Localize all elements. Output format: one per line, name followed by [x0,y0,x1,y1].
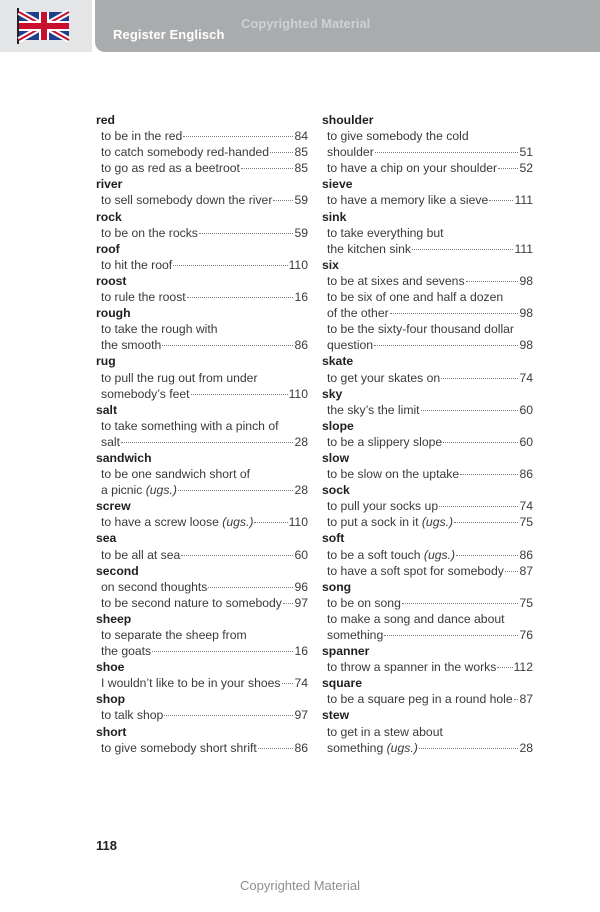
phrase-text [101,434,120,450]
phrase-text [327,659,496,675]
index-entry [322,353,533,385]
phrase-text [101,595,282,611]
page-ref: 60 [519,402,533,417]
headword: six [322,257,339,272]
index-entry [96,241,308,273]
dot-leader [270,152,293,153]
watermark-bottom: Copyrighted Material [240,878,360,893]
dot-leader [412,249,513,250]
index-entry [322,176,533,208]
phrase-text [327,691,513,707]
phrase-text [327,514,453,530]
phrase-text [101,386,190,402]
phrase-text: to be six of one and half a dozen [327,290,504,305]
dot-leader [273,200,293,201]
usage-label: (ugs.) [421,515,454,530]
headword: slope [322,418,354,433]
usage-label: (ugs.) [222,515,254,530]
phrase-line [96,160,308,176]
uk-flag-icon [14,8,72,44]
dot-leader [489,200,513,201]
phrase-line [322,498,533,514]
page-ref: 86 [294,740,308,755]
dot-leader [456,555,518,556]
flag-tab [0,0,92,52]
phrase-text [101,707,163,723]
phrase-text [327,547,455,563]
page-title: Register Englisch [113,27,225,42]
phrase-text [101,192,272,208]
page-ref: 96 [294,579,308,594]
usage-label: (ugs.) [386,740,418,755]
phrase-text-main: to sell somebody down the river [101,193,273,208]
phrase-line [96,579,308,595]
dot-leader [514,699,519,700]
phrase-text-main: to be slow on the uptake [327,467,460,482]
phrase-text: to separate the sheep from [101,628,247,642]
headword: sheep [96,611,132,626]
phrase-text-main: to be on song [327,595,401,610]
headword: square [322,676,362,691]
phrase-text [101,225,198,241]
phrase-text [327,192,488,208]
headword: short [96,724,127,739]
phrase-line [322,241,533,257]
dot-leader [466,281,519,282]
phrase-line [96,192,308,208]
phrase-line [322,370,533,386]
dot-leader [241,168,294,169]
phrase-text-main: to go as red as a beetroot [101,161,240,176]
headword: river [96,177,123,192]
index-column-right [322,112,533,756]
dot-leader [162,345,293,346]
dot-leader [191,394,288,395]
index-entry [322,209,533,257]
page-ref: 97 [294,595,308,610]
headword: sink [322,209,347,224]
page-ref: 75 [519,515,533,530]
phrase-text [327,305,389,321]
phrase-text-main: the sky’s the limit [327,402,420,417]
phrase-line [322,144,533,160]
index-entry [322,579,533,643]
index-entry [96,305,308,353]
page-ref: 85 [294,145,308,160]
phrase-text-main: something [327,628,384,642]
dot-leader [454,522,518,523]
headword: skate [322,354,354,369]
phrase-text [101,289,186,305]
index-entry [322,450,533,482]
dot-leader [374,345,518,346]
phrase-text-main: to be at sixes and sevens [327,273,465,288]
page-ref: 111 [514,193,533,208]
phrase-line [96,740,308,756]
phrase-text-main: to have a memory like a sieve [327,193,489,208]
phrase-text [101,514,253,530]
phrase-text [101,128,182,144]
phrase-text-main: the goats [101,644,152,659]
dot-leader [498,168,518,169]
headword: rug [96,354,116,369]
index-entry [96,450,308,498]
phrase-text [327,740,418,756]
phrase-line [96,547,308,563]
page-ref: 98 [519,338,533,353]
phrase-text-main: to be all at sea [101,547,181,562]
dot-leader [443,442,518,443]
phrase-line [96,675,308,691]
page-ref: 60 [294,547,308,562]
page-ref: 87 [519,563,533,578]
dot-leader [419,748,519,749]
phrase-line [322,595,533,611]
page-ref: 84 [294,129,308,144]
headword: roof [96,241,120,256]
phrase-text-main: to have a screw loose [101,515,219,530]
page-ref: 86 [294,338,308,353]
page-ref: 60 [519,434,533,449]
page-ref: 110 [288,257,308,272]
phrase-line [96,337,308,353]
dot-leader [505,571,519,572]
headword: red [96,113,115,127]
dot-leader [402,603,519,604]
phrase-text [101,579,207,595]
phrase-text [327,273,465,289]
headword: sea [96,531,117,546]
headword: stew [322,708,350,723]
phrase-text-main: to hit the roof [101,257,173,272]
index-entry [96,691,308,723]
phrase-text-main: to be on the rocks [101,225,198,240]
phrase-line [322,337,533,353]
phrase-text-main: of the other [327,306,389,321]
phrase-line [322,466,533,482]
phrase-text [101,144,269,160]
dot-leader [183,136,293,137]
page-ref: 28 [294,483,308,498]
headword: soft [322,531,345,546]
phrase-text-main: to talk shop [101,708,164,723]
phrase-line [322,160,533,176]
phrase-text: to take something with a pinch of [101,418,279,433]
index-entry [322,707,533,755]
phrase-text-main: the kitchen sink [327,241,412,256]
headword: sock [322,483,350,498]
phrase-text [101,482,177,498]
page-ref: 87 [519,692,533,707]
index-entry [96,273,308,305]
phrase-line [96,386,308,402]
phrase-line [322,627,533,643]
page-ref: 110 [288,386,308,401]
headword: shoe [96,660,125,675]
phrase-text-main: shoulder [327,145,374,160]
dot-leader [121,442,293,443]
phrase-text [327,337,373,353]
page-ref: 86 [519,467,533,482]
phrase-line [96,514,308,530]
phrase-line [96,289,308,305]
phrase-text-main: the smooth [101,338,162,353]
phrase-line [322,659,533,675]
index-entry [96,176,308,208]
phrase-line [322,434,533,450]
phrase-text [101,547,180,563]
index-entry [96,112,308,176]
index-entry [96,402,308,450]
headword: sandwich [96,450,152,465]
phrase-line [96,128,308,144]
page-ref: 111 [514,241,533,256]
phrase-text [327,434,442,450]
index-entry [322,482,533,530]
index-entry [322,386,533,418]
index-column-left [96,112,308,756]
phrase-text [327,466,459,482]
phrase-text: to pull the rug out from under [101,370,258,385]
dot-leader [187,297,294,298]
index-entry [96,611,308,659]
dot-leader [441,378,518,379]
phrase-line [96,434,308,450]
dot-leader [173,265,287,266]
page-ref: 98 [519,273,533,288]
index-entry [322,530,533,578]
dot-leader [421,410,519,411]
page-ref: 75 [519,595,533,610]
headword: sky [322,386,343,401]
headword: second [96,563,139,578]
headword: shop [96,692,126,707]
phrase-text [327,160,497,176]
page-ref: 74 [519,499,533,514]
page-ref: 110 [288,515,308,530]
phrase-line [96,643,308,659]
phrase-line [322,691,533,707]
phrase-line [96,707,308,723]
watermark-top: Copyrighted Material [241,16,371,31]
headword: shoulder [322,113,374,127]
phrase-line [96,225,308,241]
index-entry [96,530,308,562]
phrase-line [322,305,533,321]
phrase-text-main: to catch somebody red-handed [101,145,270,160]
headword: roost [96,273,127,288]
usage-label: (ugs.) [423,547,456,562]
phrase-text-main: to be second nature to somebody [101,595,282,610]
headword: screw [96,499,131,514]
dot-leader [208,587,293,588]
index-entry [96,724,308,756]
phrase-line [96,595,308,611]
dot-leader [282,683,294,684]
dot-leader [390,313,519,314]
phrase-line [322,547,533,563]
page-ref: 74 [294,676,308,691]
phrase-line [322,402,533,418]
page-number: 118 [96,838,117,853]
phrase-text-main: something [327,740,384,755]
dot-leader [199,233,294,234]
phrase-text [101,257,172,273]
phrase-text [327,627,383,643]
page-ref: 52 [519,161,533,176]
headword: rough [96,306,131,321]
phrase-line [322,563,533,579]
phrase-text [101,643,151,659]
index-entry [322,418,533,450]
phrase-text-main: to have a chip on your shoulder [327,161,498,176]
phrase-text-main: to be a soft touch [327,547,421,562]
phrase-text: to be the sixty-four thousand dollar [327,322,514,337]
phrase-line [96,482,308,498]
page-ref: 85 [294,161,308,176]
phrase-text [327,498,438,514]
headword: sieve [322,177,353,192]
phrase-text-main: to give somebody short shrift [101,740,257,755]
phrase-text-main: to pull your socks up [327,499,439,514]
index-entry [96,209,308,241]
page-ref: 74 [519,370,533,385]
phrase-text [101,740,257,756]
phrase-line [96,144,308,160]
phrase-line [322,740,533,756]
page-header [0,0,600,52]
dot-leader [375,152,519,153]
phrase-text: to get in a stew about [327,724,443,739]
dot-leader [497,667,512,668]
dot-leader [460,474,518,475]
page-ref: 59 [294,193,308,208]
phrase-line [322,273,533,289]
phrase-text-main: on second thoughts [101,579,208,594]
phrase-text-main: a picnic [101,483,143,498]
phrase-text [327,241,411,257]
phrase-text-main: salt [101,434,120,449]
phrase-text-main: question [327,338,374,353]
headword: song [322,579,352,594]
dot-leader [181,555,293,556]
index-entry [96,659,308,691]
index-entry [96,353,308,401]
headword: slow [322,450,350,465]
phrase-text-main: to be a square peg in a round hole [327,692,513,707]
page-ref: 98 [519,306,533,321]
dot-leader [178,490,294,491]
phrase-text-main: to be a slippery slope [327,434,443,449]
phrase-text [327,144,374,160]
page-ref: 51 [519,145,533,160]
dot-leader [152,651,293,652]
index-entry [96,498,308,530]
page-ref: 16 [294,290,308,305]
index-entry [322,112,533,176]
phrase-text-main: to throw a spanner in the works [327,660,497,675]
phrase-text-main: to rule the roost [101,290,186,305]
phrase-text-main: somebody’s feet [101,386,190,401]
dot-leader [439,506,518,507]
phrase-text [101,675,281,691]
headword: salt [96,402,118,417]
phrase-text-main: I wouldn’t like to be in your shoes [101,676,281,691]
dot-leader [384,635,518,636]
phrase-text [101,160,240,176]
phrase-text [101,337,161,353]
dot-leader [258,748,294,749]
headword: spanner [322,644,370,659]
phrase-text: to take everything but [327,225,444,240]
dot-leader [254,522,287,523]
phrase-text [327,595,401,611]
phrase-text-main: to be in the red [101,129,183,144]
page-ref: 59 [294,225,308,240]
phrase-text [327,563,504,579]
phrase-text-main: to have a soft spot for somebody [327,563,504,578]
dot-leader [283,603,294,604]
phrase-text [327,370,440,386]
phrase-line [96,257,308,273]
index-entry [96,563,308,611]
phrase-text: to take the rough with [101,322,218,337]
page-ref: 28 [294,434,308,449]
phrase-text-main: to put a sock in it [327,515,419,530]
phrase-text-main: to get your skates on [327,370,441,385]
phrase-text: to be one sandwich short of [101,467,251,482]
index-entry [322,643,533,675]
index-entry [322,257,533,354]
headword: rock [96,209,122,224]
index-entry [322,675,533,707]
phrase-text: to make a song and dance about [327,611,505,626]
page-ref: 97 [294,708,308,723]
page-ref: 86 [519,547,533,562]
phrase-line [322,192,533,208]
usage-label: (ugs.) [145,483,177,498]
page-ref: 16 [294,644,308,659]
phrase-line [322,514,533,530]
page-ref: 28 [519,740,533,755]
phrase-text: to give somebody the cold [327,129,469,144]
dot-leader [164,715,293,716]
page-ref: 112 [513,660,533,675]
phrase-text [327,402,420,418]
page-ref: 76 [519,628,533,642]
